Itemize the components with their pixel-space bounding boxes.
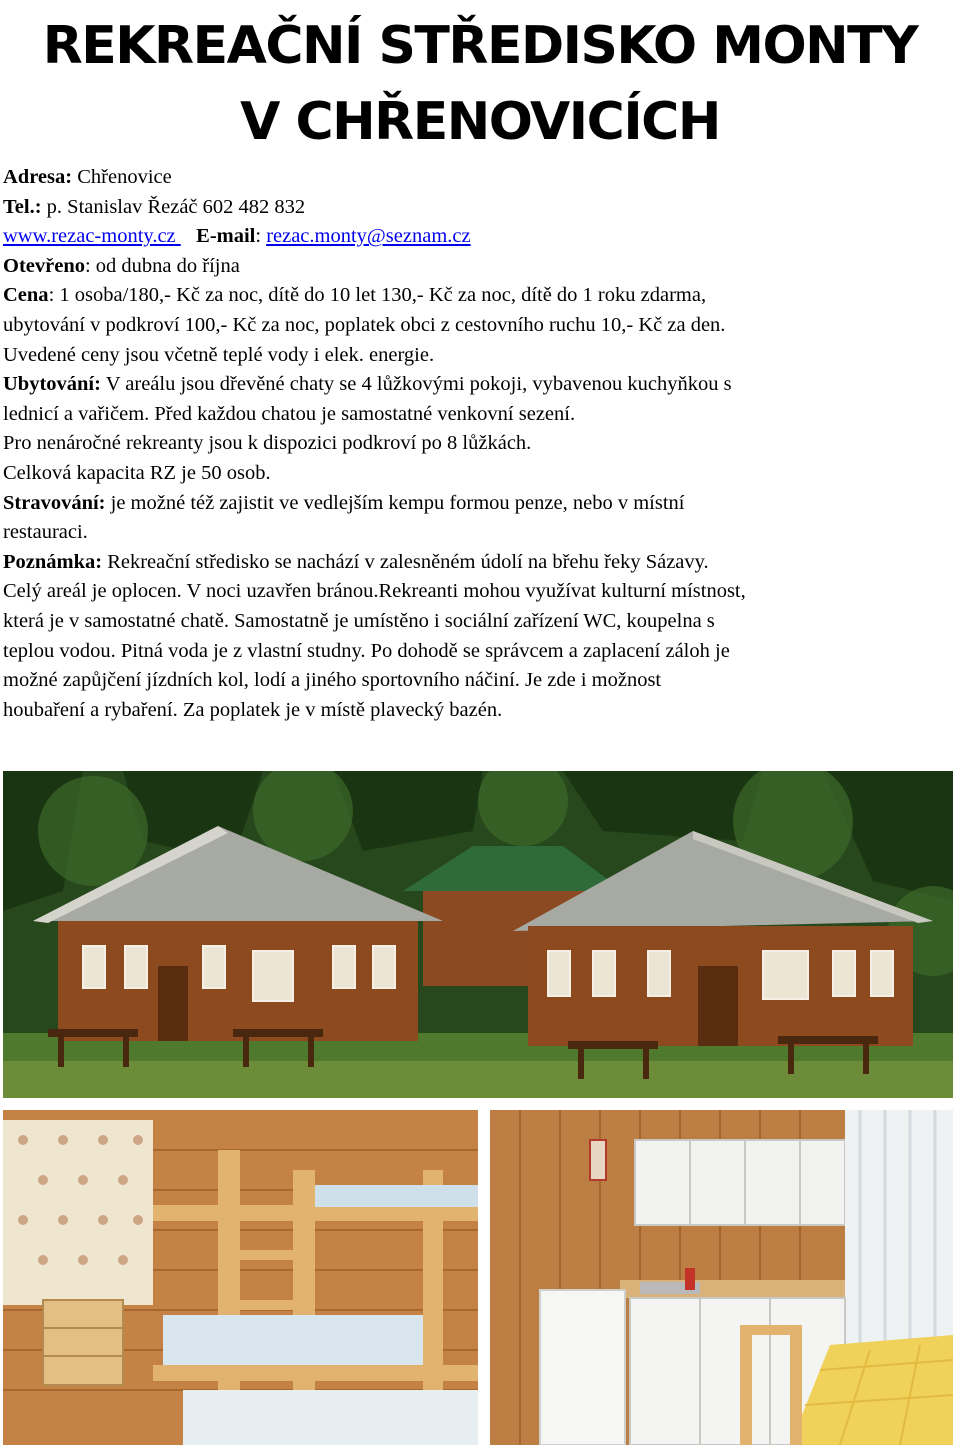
address-line [3, 163, 958, 193]
phone-value: p. Stanislav Řezáč 602 482 832 [41, 195, 306, 218]
page-title [0, 8, 960, 160]
chalets-illustration [3, 771, 953, 1098]
address-label: Adresa: [3, 166, 73, 188]
website-link[interactable]: www.rezac-monty.cz [3, 225, 181, 248]
info-section [3, 163, 958, 725]
note-text-1: Rekreační středisko se nachází v zalesněném údolí na břehu řeky Sázavy. [102, 550, 709, 573]
meals-line-2: restauraci. [3, 521, 88, 544]
title-line-2: V CHŘENOVICÍCH [240, 92, 720, 152]
note-line-2: Celý areál je oplocen. V noci uzavřen bránou.Rekreanti mohou využívat kulturní místnost, [3, 580, 746, 603]
price-line-3: Uvedené ceny jsou včetně teplé vody i elek. energie. [3, 343, 435, 366]
price-line-1 [3, 281, 958, 311]
note-line-6: houbaření a rybaření. Za poplatek je v místě plavecký bazén. [3, 698, 503, 721]
note-line-4: teplou vodou. Pitná voda je z vlastní studny. Po dohodě se správcem a zaplacení záloh je [3, 639, 730, 662]
address-value: Chřenovice [72, 166, 172, 188]
meals-line-1 [3, 489, 958, 519]
opening-line [3, 252, 958, 282]
price-label: Cena [3, 284, 49, 307]
kitchen-illustration [490, 1110, 953, 1445]
photo-kitchen [490, 1110, 953, 1445]
accommodation-text-1: V areálu jsou dřevěné chaty se 4 lůžkovými pokoji, vybavenou kuchyňkou s [100, 373, 732, 396]
accommodation-label: Ubytování: [3, 373, 101, 396]
note-label: Poznámka: [3, 550, 103, 573]
photo-room [3, 1110, 478, 1445]
note-line-1 [3, 548, 958, 578]
meals-label: Stravování: [3, 491, 106, 514]
meals-text-1: je možné též zajistit ve vedlejším kempu formou penze, nebo v místní [105, 491, 685, 514]
email-link[interactable]: rezac.monty@seznam.cz [266, 225, 471, 248]
accommodation-line-4: Celková kapacita RZ je 50 osob. [3, 461, 271, 484]
accommodation-line-1 [3, 370, 958, 400]
accommodation-line-3: Pro nenáročné rekreanty jsou k dispozici podkroví po 8 lůžkách. [3, 432, 532, 455]
photo-chalets [3, 771, 953, 1098]
email-colon: : [255, 225, 267, 248]
price-line-2: ubytování v podkroví 100,- Kč za noc, poplatek obci z cestovního ruchu 10,- Kč za den. [3, 313, 726, 336]
title-line-1: REKREAČNÍ STŘEDISKO MONTY [42, 16, 918, 76]
price-text-1: : 1 osoba/180,- Kč za noc, dítě do 10 let 130,- Kč za noc, dítě do 1 roku zdarma, [48, 284, 707, 307]
phone-line [3, 193, 958, 223]
note-line-5: možné zapůjčení jízdních kol, lodí a jiného sportovního náčiní. Je zde i možnost [3, 669, 662, 692]
phone-label: Tel.: [3, 195, 42, 218]
accommodation-line-2: lednicí a vařičem. Před každou chatou je samostatné venkovní sezení. [3, 402, 576, 425]
contact-line [3, 222, 958, 252]
room-illustration [3, 1110, 478, 1445]
email-label: E-mail [196, 225, 256, 248]
note-line-3: která je v samostatné chatě. Samostatně je umístěno i sociální zařízení WC, koupelna s [3, 609, 715, 632]
opening-value: : od dubna do října [84, 254, 240, 277]
opening-label: Otevřeno [3, 254, 85, 277]
